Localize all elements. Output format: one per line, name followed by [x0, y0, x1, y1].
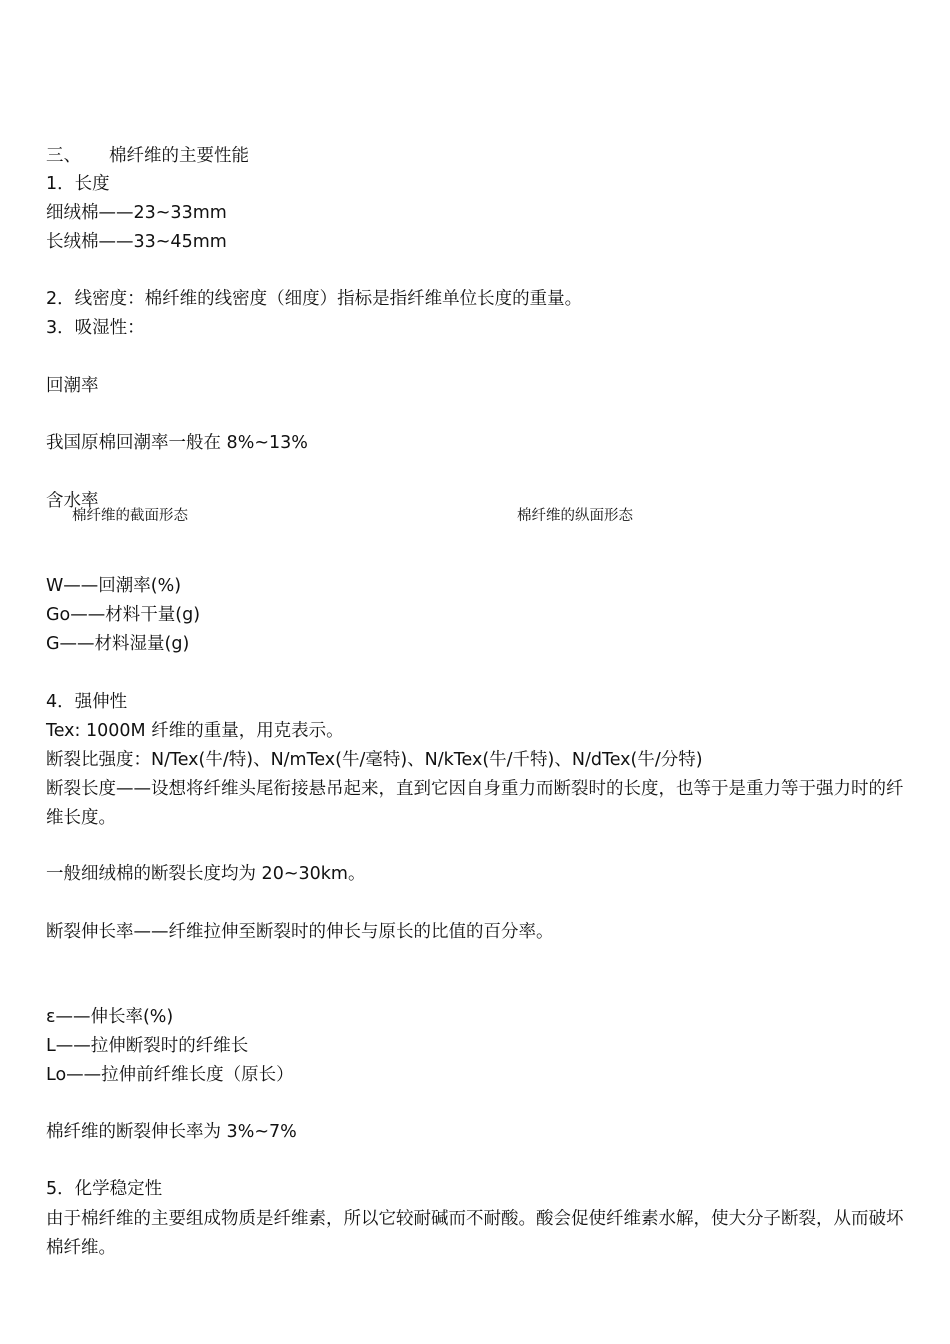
var-lo: Lo——拉伸前纤维长度（原长）	[46, 1065, 294, 1085]
chemical-body: 由于棉纤维的主要组成物质是纤维素，所以它较耐碱而不耐酸。酸会促使纤维素水解，使大分子断裂，从而破坏棉纤维。	[46, 1209, 904, 1258]
var-l: L——拉伸断裂时的纤维长	[46, 1036, 249, 1056]
moisture-heading: 3．吸湿性：	[46, 318, 145, 338]
var-g: G——材料湿量(g)	[46, 634, 190, 654]
density-heading: 2．线密度：棉纤维的线密度（细度）指标是指纤维单位长度的重量。	[46, 289, 583, 309]
chemical-heading: 5．化学稳定性	[46, 1179, 163, 1199]
elongation-definition: 断裂伸长率——纤维拉伸至断裂时的伸长与原长的比值的百分率。	[46, 922, 554, 942]
strength-heading: 4．强伸性	[46, 692, 128, 712]
specific-strength: 断裂比强度：N/Tex(牛/特)、N/mTex(牛/毫特)、N/kTex(牛/千特)、N/dTex(牛/分特)	[46, 750, 703, 770]
elongation-note: 棉纤维的断裂伸长率为 3%~7%	[46, 1122, 297, 1142]
section-heading	[46, 142, 249, 171]
var-w: W——回潮率(%)	[46, 576, 182, 596]
fine-cotton-length: 细绒棉——23~33mm	[46, 203, 227, 223]
regain-note: 我国原棉回潮率一般在 8%~13%	[46, 433, 308, 453]
var-epsilon: ε——伸长率(%)	[46, 1007, 174, 1027]
section-number: 三、	[46, 146, 81, 166]
water-content-label: 含水率	[46, 491, 99, 511]
long-staple-length: 长绒棉——33~45mm	[46, 232, 227, 252]
longitudinal-caption: 棉纤维的纵面形态	[517, 508, 633, 524]
cross-section-caption: 棉纤维的截面形态	[72, 508, 188, 524]
length-heading: 1．长度	[46, 174, 110, 194]
regain-label: 回潮率	[46, 376, 99, 396]
var-go: Go——材料干量(g)	[46, 605, 201, 625]
breaking-length-definition: 断裂长度——设想将纤维头尾衔接悬吊起来，直到它因自身重力而断裂时的长度，也等于是重力等于强力时的纤维长度。	[46, 779, 904, 828]
breaking-length-note: 一般细绒棉的断裂长度均为 20~30km。	[46, 864, 366, 884]
section-title: 棉纤维的主要性能	[109, 146, 249, 166]
tex-definition: Tex: 1000M 纤维的重量，用克表示。	[46, 721, 344, 741]
